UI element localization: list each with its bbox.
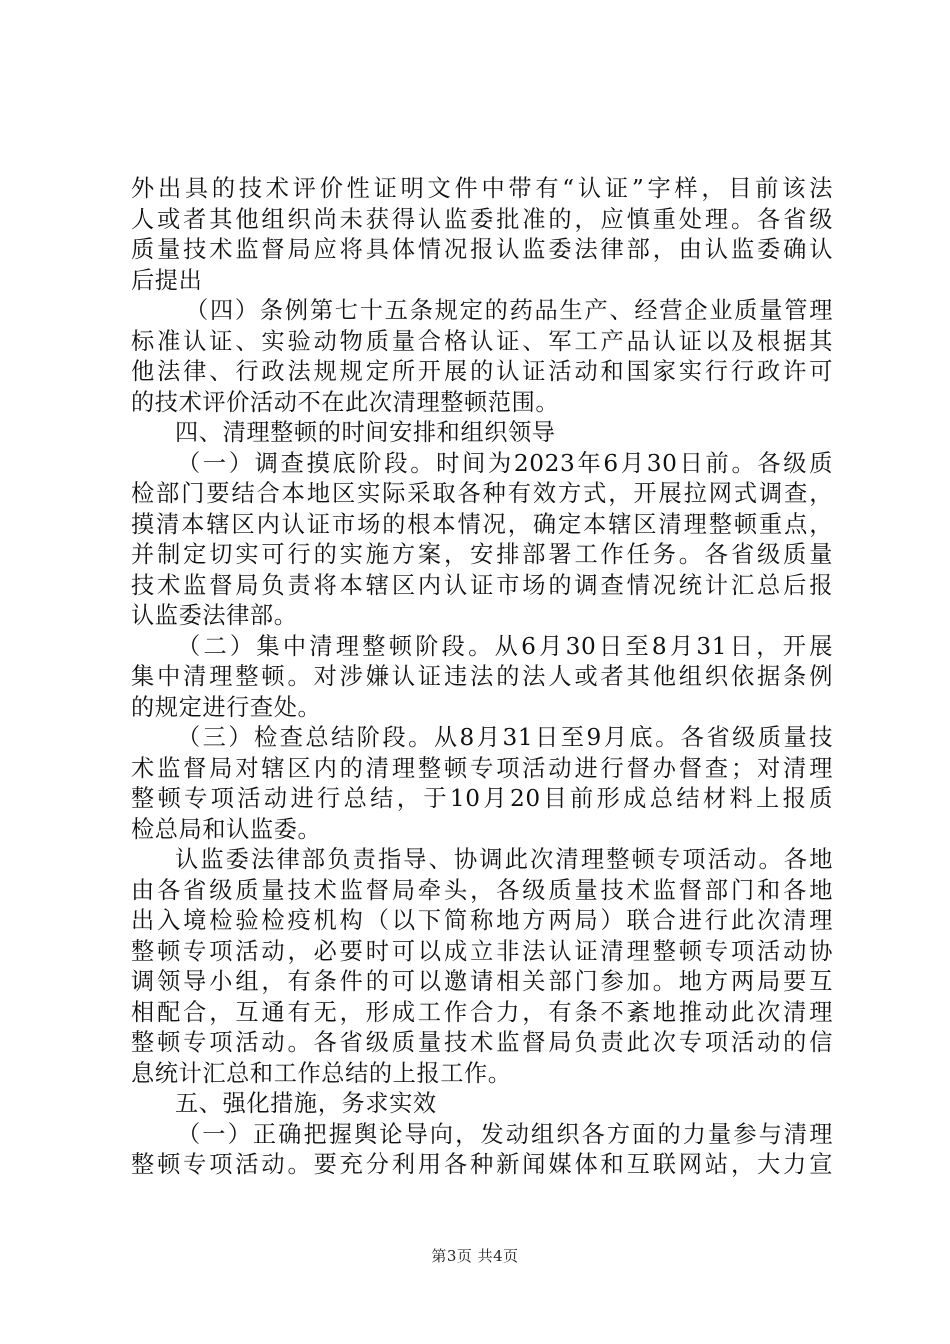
text-line: （一）调查摸底阶段。时间为2023年6月30日前。各级质 (177, 449, 833, 477)
text-line: 的技术评价活动不在此次清理整顿范围。 (131, 388, 560, 416)
text-line: （三）检查总结阶段。从8月31日至9月底。各省级质量技 (177, 724, 833, 751)
text-line: 整顿专项活动，必要时可以成立非法认证清理整顿专项活动协 (131, 937, 833, 965)
text-line: 整顿专项活动进行总结，于10月20目前形成总结材料上报质 (131, 785, 833, 812)
document-body (131, 174, 833, 1181)
text-line: （二）集中清理整顿阶段。从6月30日至8月31日，开展 (177, 632, 833, 660)
page-footer: 第3页 共4页 (431, 1247, 519, 1265)
text-line: 后提出 (131, 266, 203, 294)
text-line: 检部门要结合本地区实际采取各种有效方式，开展拉网式调查， (131, 480, 833, 507)
text-line: 息统计汇总和工作总结的上报工作。 (131, 1059, 512, 1087)
section-heading: 五、强化措施，务求实效 (175, 1090, 437, 1117)
text-line: 摸清本辖区内认证市场的根本情况，确定本辖区清理整顿重点， (131, 510, 833, 538)
text-line: 集中清理整顿。对涉嫌认证违法的法人或者其他组织依据条例 (131, 663, 833, 690)
text-line: 质量技术监督局应将具体情况报认监委法律部，由认监委确认 (131, 236, 833, 263)
text-line: 他法律、行政法规规定所开展的认证活动和国家实行行政许可 (131, 358, 833, 385)
text-line: 检总局和认监委。 (131, 815, 322, 843)
text-line: 相配合，互通有无，形成工作合力，有条不紊地推动此次清理 (131, 998, 833, 1026)
section-heading: 四、清理整顿的时间安排和组织领导 (175, 419, 556, 446)
text-line: 整顿专项活动。各省级质量技术监督局负责此次专项活动的信 (131, 1029, 833, 1056)
text-line: 认监委法律部。 (131, 602, 298, 629)
text-line: 由各省级质量技术监督局牵头，各级质量技术监督部门和各地 (131, 876, 833, 904)
text-line: 的规定进行查处。 (131, 693, 322, 721)
text-line: 技术监督局负责将本辖区内认证市场的调查情况统计汇总后报 (131, 571, 833, 599)
text-line: 标准认证、实验动物质量合格认证、军工产品认证以及根据其 (131, 327, 833, 355)
text-line: （一）正确把握舆论导向，发动组织各方面的力量参与清理 (177, 1120, 833, 1148)
text-line: 并制定切实可行的实施方案，安排部署工作任务。各省级质量 (131, 541, 833, 568)
text-line: 术监督局对辖区内的清理整顿专项活动进行督办督查；对清理 (131, 754, 833, 782)
text-line: 出入境检验检疫机构（以下简称地方两局）联合进行此次清理 (131, 907, 833, 934)
text-line: 整顿专项活动。要充分利用各种新闻媒体和互联网站，大力宣 (131, 1151, 833, 1178)
text-line: 人或者其他组织尚未获得认监委批准的，应慎重处理。各省级 (131, 205, 833, 233)
text-line: （四）条例第七十五条规定的药品生产、经营企业质量管理 (185, 297, 833, 324)
text-line: 外出具的技术评价性证明文件中带有“认证”字样，目前该法 (131, 175, 833, 202)
text-line: 调领导小组，有条件的可以邀请相关部门参加。地方两局要互 (131, 968, 833, 995)
text-line: 认监委法律部负责指导、协调此次清理整顿专项活动。各地 (175, 846, 833, 873)
